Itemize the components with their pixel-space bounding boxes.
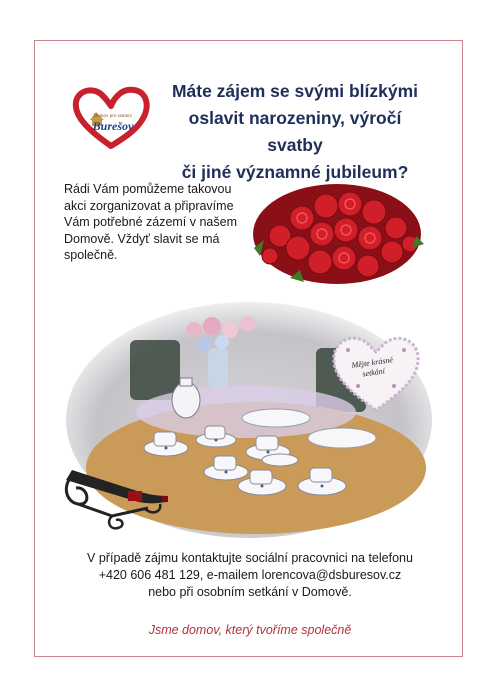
intro-line: Rádi Vám pomůžeme takovou [64,182,232,196]
contact-line: +420 606 481 129, e-mailem lorencova@dsburesov.cz [98,567,402,582]
logo-text [74,114,152,133]
intro-line: Vám potřebné zázemí v našem [64,215,237,229]
page-title [160,78,430,186]
slogan: Jsme domov, který tvoříme společně [148,623,352,637]
wine-bottle-holder-icon [58,460,170,532]
intro-line: společně. [64,248,118,262]
title-line: oslavit narozeniny, výročí svatby [188,108,402,155]
contact-line: V případě zájmu kontaktujte sociální pracovnici na telefonu [87,551,413,565]
intro-paragraph [64,181,249,264]
logo-subtitle: Domov pro seniory [93,114,133,119]
card-line: Mějte krásné [351,355,394,370]
logo-name: Burešov [92,119,134,133]
intro-line: Domově. Vždyť slavit se má [64,231,220,246]
roses-bouquet-image [250,178,424,290]
contact-line: nebo při osobním setkání v Domově. [148,584,352,599]
title-line: či jiné významné jubileum? [181,162,409,182]
intro-line: akci zorganizovat a připravíme [64,198,234,213]
contact-info [60,550,440,600]
card-line: setkání [361,366,386,379]
title-line: Máte zájem se svými blízkými [171,81,419,101]
